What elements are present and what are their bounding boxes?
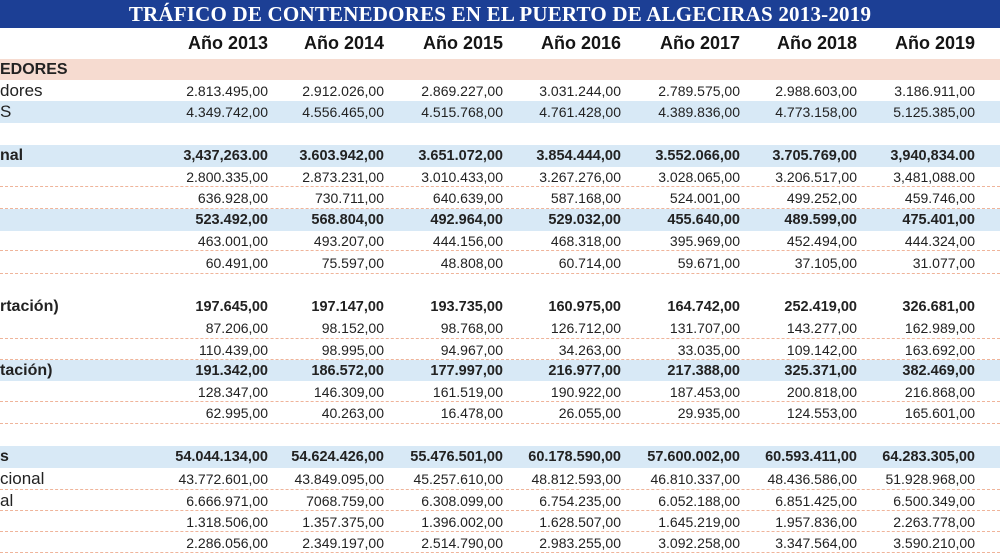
table-cell: 6.754.235,00 bbox=[539, 492, 621, 509]
table-cell: 31.077,00 bbox=[912, 254, 975, 271]
table-cell bbox=[506, 424, 621, 446]
table-cell: 216.977,00 bbox=[548, 362, 621, 379]
table-cell: 2.873.231,00 bbox=[302, 169, 384, 185]
table-cell: 57.600.002,00 bbox=[647, 449, 740, 465]
table-cell: 529.032,00 bbox=[548, 212, 621, 228]
table-cell: 161.519,00 bbox=[432, 383, 503, 400]
table-cell: 6.666.971,00 bbox=[186, 492, 268, 509]
table-row bbox=[0, 187, 1000, 209]
table-cell: 492.964,00 bbox=[430, 212, 503, 228]
row-label: nal bbox=[0, 147, 24, 164]
table-row bbox=[0, 490, 1000, 511]
table-cell: 75.597,00 bbox=[321, 254, 384, 271]
table-cell: 2.912.026,00 bbox=[302, 82, 384, 99]
table-cell: 395.969,00 bbox=[669, 233, 740, 249]
table-cell: 4.761.428,00 bbox=[539, 104, 621, 120]
table-cell bbox=[269, 424, 384, 446]
table-cell: 216.868,00 bbox=[904, 383, 975, 400]
table-cell: 6.308.099,00 bbox=[421, 492, 503, 509]
row-label: al bbox=[0, 490, 14, 510]
year-header-5: Año 2017 bbox=[659, 33, 740, 53]
table-row bbox=[0, 145, 1000, 167]
table-cell: 499.252,00 bbox=[786, 190, 857, 206]
table-cell: 64.283.305,00 bbox=[882, 449, 975, 465]
table-cell: 43.849.095,00 bbox=[294, 471, 384, 487]
table-cell bbox=[153, 424, 268, 446]
table-row bbox=[0, 101, 1000, 123]
table-cell: 4.556.465,00 bbox=[302, 104, 384, 120]
table-row bbox=[0, 167, 1000, 187]
year-header-4: Año 2016 bbox=[540, 33, 621, 53]
table-cell: 197.147,00 bbox=[311, 298, 384, 315]
table-cell: 493.207,00 bbox=[313, 233, 384, 249]
table-cell: 3,437,263.00 bbox=[183, 148, 268, 164]
table-cell: 98.152,00 bbox=[321, 320, 384, 336]
table-cell: 98.768,00 bbox=[440, 320, 503, 336]
table-cell: 37.105,00 bbox=[794, 254, 857, 271]
year-header-3: Año 2015 bbox=[422, 33, 503, 53]
table-cell: 54.624.426,00 bbox=[291, 449, 384, 465]
table-cell: 475.401,00 bbox=[902, 212, 975, 228]
table-cell bbox=[269, 59, 384, 80]
table-cell: 2.286.056,00 bbox=[186, 534, 268, 551]
table-cell bbox=[269, 274, 384, 296]
table-cell bbox=[625, 123, 740, 145]
table-row bbox=[0, 532, 1000, 553]
table-cell: 1.628.507,00 bbox=[539, 513, 621, 530]
table-cell: 54.044.134,00 bbox=[175, 449, 268, 465]
table-cell: 40.263,00 bbox=[321, 405, 384, 421]
table-cell: 143.277,00 bbox=[786, 320, 857, 336]
table-cell bbox=[388, 123, 503, 145]
table-row bbox=[0, 80, 1000, 101]
table-cell: 326.681,00 bbox=[902, 298, 975, 315]
table-cell: 177.997,00 bbox=[430, 362, 503, 379]
table-cell: 128.347,00 bbox=[197, 383, 268, 400]
table-row bbox=[0, 381, 1000, 402]
table-cell: 3,481,088.00 bbox=[893, 169, 975, 185]
table-cell: 217.388,00 bbox=[667, 362, 740, 379]
table-cell: 7068.759,00 bbox=[306, 492, 384, 509]
table-cell: 6.500.349,00 bbox=[893, 492, 975, 509]
table-row bbox=[0, 296, 1000, 317]
table-cell bbox=[742, 59, 857, 80]
table-cell bbox=[388, 274, 503, 296]
table-cell: 43.772.601,00 bbox=[178, 471, 268, 487]
table-row bbox=[0, 339, 1000, 360]
table-cell: 1.957.836,00 bbox=[775, 513, 857, 530]
table-cell: 187.453,00 bbox=[669, 383, 740, 400]
table-cell: 3.590.210,00 bbox=[893, 534, 975, 551]
table-row bbox=[0, 424, 1000, 446]
table-cell: 5.125.385,00 bbox=[893, 104, 975, 120]
table-cell: 640.639,00 bbox=[432, 190, 503, 206]
table-cell: 110.439,00 bbox=[198, 341, 268, 358]
table-cell: 489.599,00 bbox=[784, 212, 857, 228]
table-cell: 109.142,00 bbox=[786, 341, 857, 358]
table-cell bbox=[269, 123, 384, 145]
table-cell bbox=[153, 59, 268, 80]
table-cell: 45.257.610,00 bbox=[413, 471, 503, 487]
table-cell: 2.983.255,00 bbox=[539, 534, 621, 551]
row-label: S bbox=[0, 102, 12, 121]
table-cell: 34.263,00 bbox=[558, 341, 621, 358]
table-cell: 4.773.158,00 bbox=[775, 104, 857, 120]
table-cell bbox=[742, 274, 857, 296]
table-cell: 200.818,00 bbox=[786, 383, 857, 400]
table-cell bbox=[153, 274, 268, 296]
table-cell bbox=[742, 123, 857, 145]
table-cell: 29.935,00 bbox=[677, 405, 740, 421]
table-row bbox=[0, 402, 1000, 424]
table-row bbox=[0, 251, 1000, 274]
row-label: dores bbox=[0, 80, 43, 100]
table-cell bbox=[625, 59, 740, 80]
table-row bbox=[0, 360, 1000, 381]
table-cell: 444.156,00 bbox=[432, 233, 503, 249]
table-cell: 87.206,00 bbox=[205, 320, 268, 336]
table-cell: 60.714,00 bbox=[558, 254, 621, 271]
table-cell: 2.869.227,00 bbox=[421, 82, 503, 99]
table-cell: 59.671,00 bbox=[677, 254, 740, 271]
table-cell: 1.645.219,00 bbox=[658, 513, 740, 530]
table-cell: 60.491,00 bbox=[205, 254, 268, 271]
table-cell: 48.436.586,00 bbox=[767, 471, 857, 487]
table-cell: 165.601,00 bbox=[904, 405, 975, 421]
table-row bbox=[0, 231, 1000, 251]
table-cell: 2.789.575,00 bbox=[658, 82, 740, 99]
table-cell bbox=[506, 123, 621, 145]
table-cell: 3.854.444,00 bbox=[536, 148, 621, 164]
table-cell: 3.267.276,00 bbox=[539, 169, 621, 185]
table-cell: 197.645,00 bbox=[195, 298, 268, 315]
table-row bbox=[0, 59, 1000, 80]
table-cell: 444.324,00 bbox=[904, 233, 975, 249]
table-cell: 523.492,00 bbox=[195, 212, 268, 228]
table-cell: 382.469,00 bbox=[902, 362, 975, 379]
row-label: tación) bbox=[0, 361, 53, 379]
table-cell: 191.342,00 bbox=[195, 362, 268, 379]
table-cell: 452.494,00 bbox=[786, 233, 857, 249]
table-cell bbox=[860, 424, 975, 446]
table-cell: 16.478,00 bbox=[440, 405, 503, 421]
year-header-1: Año 2013 bbox=[187, 33, 268, 53]
row-label: rtación) bbox=[0, 297, 59, 315]
table-cell: 2.813.495,00 bbox=[186, 82, 268, 99]
table-cell: 455.640,00 bbox=[667, 212, 740, 228]
year-header-7: Año 2019 bbox=[894, 33, 975, 53]
table-cell: 46.810.337,00 bbox=[650, 471, 740, 487]
table-cell: 3.705.769,00 bbox=[772, 148, 857, 164]
table-cell: 3.010.433,00 bbox=[421, 169, 503, 185]
table-row bbox=[0, 317, 1000, 339]
row-label: s bbox=[0, 448, 9, 465]
table-cell: 4.389.836,00 bbox=[658, 104, 740, 120]
table-cell bbox=[860, 59, 975, 80]
table-cell: 33.035,00 bbox=[677, 341, 740, 358]
table-cell: 3.347.564,00 bbox=[775, 534, 857, 551]
table-cell: 2.349.197,00 bbox=[302, 534, 384, 551]
table-cell: 6.052.188,00 bbox=[658, 492, 740, 509]
table-cell: 51.928.968,00 bbox=[885, 471, 975, 487]
table-cell: 636.928,00 bbox=[197, 190, 268, 206]
table-cell: 60.178.590,00 bbox=[528, 449, 621, 465]
table-cell: 55.476.501,00 bbox=[410, 449, 503, 465]
table-row bbox=[0, 511, 1000, 532]
table-cell: 3.603.942,00 bbox=[299, 148, 384, 164]
table-cell: 193.735,00 bbox=[430, 298, 503, 315]
table-cell bbox=[860, 274, 975, 296]
table-cell: 94.967,00 bbox=[440, 341, 503, 358]
table-cell: 62.995,00 bbox=[205, 405, 268, 421]
table-cell: 2.988.603,00 bbox=[775, 82, 857, 99]
table-cell bbox=[860, 123, 975, 145]
table-cell: 325.371,00 bbox=[784, 362, 857, 379]
table-cell: 164.742,00 bbox=[667, 298, 740, 315]
table-cell: 163.692,00 bbox=[904, 341, 975, 358]
table-row bbox=[0, 446, 1000, 468]
table-cell: 160.975,00 bbox=[548, 298, 621, 315]
table-row bbox=[0, 274, 1000, 296]
table-cell: 48.812.593,00 bbox=[531, 471, 621, 487]
table-title: TRÁFICO DE CONTENEDORES EN EL PUERTO DE ALGECIRAS 2013-2019 bbox=[0, 0, 1000, 28]
table-cell: 4.515.768,00 bbox=[421, 104, 503, 120]
table-cell bbox=[388, 424, 503, 446]
row-label: cional bbox=[0, 469, 45, 488]
table-row bbox=[0, 209, 1000, 231]
table-row bbox=[0, 123, 1000, 145]
table-cell: 3.206.517,00 bbox=[775, 169, 857, 185]
year-header-6: Año 2018 bbox=[776, 33, 857, 53]
table-cell: 98.995,00 bbox=[321, 341, 384, 358]
table-cell: 162.989,00 bbox=[904, 320, 975, 336]
table-cell: 190.922,00 bbox=[550, 383, 621, 400]
table-cell: 60.593.411,00 bbox=[765, 449, 857, 465]
table-cell: 146.309,00 bbox=[313, 383, 384, 400]
table-cell: 3,940,834.00 bbox=[890, 148, 975, 164]
table-cell: 3.028.065,00 bbox=[658, 169, 740, 185]
table-cell: 6.851.425,00 bbox=[775, 492, 857, 509]
table-cell: 126.712,00 bbox=[550, 320, 621, 336]
table-cell bbox=[625, 424, 740, 446]
row-label: EDORES bbox=[0, 60, 68, 78]
table-cell: 1.318.506,00 bbox=[186, 513, 268, 530]
table-cell: 124.553,00 bbox=[786, 405, 857, 421]
table-cell bbox=[625, 274, 740, 296]
table-cell: 131.707,00 bbox=[669, 320, 740, 336]
table-cell bbox=[153, 123, 268, 145]
table-cell: 186.572,00 bbox=[311, 362, 384, 379]
year-header-row bbox=[0, 28, 1000, 59]
table-cell: 568.804,00 bbox=[311, 212, 384, 228]
table-cell: 3.186.911,00 bbox=[894, 82, 975, 99]
table-cell: 463.001,00 bbox=[197, 233, 268, 249]
table-cell: 730.711,00 bbox=[314, 190, 384, 206]
table-cell bbox=[388, 59, 503, 80]
table-cell: 3.031.244,00 bbox=[539, 82, 621, 99]
table-cell: 4.349.742,00 bbox=[186, 104, 268, 120]
table-cell: 3.092.258,00 bbox=[658, 534, 740, 551]
year-header-2: Año 2014 bbox=[303, 33, 384, 53]
table-cell: 26.055,00 bbox=[558, 405, 621, 421]
table-cell: 2.263.778,00 bbox=[893, 513, 975, 530]
table-cell: 3.552.066,00 bbox=[655, 148, 740, 164]
table-cell: 459.746,00 bbox=[904, 190, 975, 206]
table-cell: 468.318,00 bbox=[550, 233, 621, 249]
table-cell: 2.514.790,00 bbox=[421, 534, 503, 551]
table-cell: 48.808,00 bbox=[440, 254, 503, 271]
table-cell: 524.001,00 bbox=[669, 190, 740, 206]
table-cell bbox=[506, 274, 621, 296]
table-cell: 1.396.002,00 bbox=[421, 513, 503, 530]
table-cell: 3.651.072,00 bbox=[418, 148, 503, 164]
table-cell bbox=[742, 424, 857, 446]
table-cell: 1.357.375,00 bbox=[302, 513, 384, 530]
table-cell: 2.800.335,00 bbox=[186, 169, 268, 185]
table-cell bbox=[506, 59, 621, 80]
table-cell: 252.419,00 bbox=[784, 298, 857, 315]
table-cell: 587.168,00 bbox=[550, 190, 621, 206]
table-row bbox=[0, 468, 1000, 490]
